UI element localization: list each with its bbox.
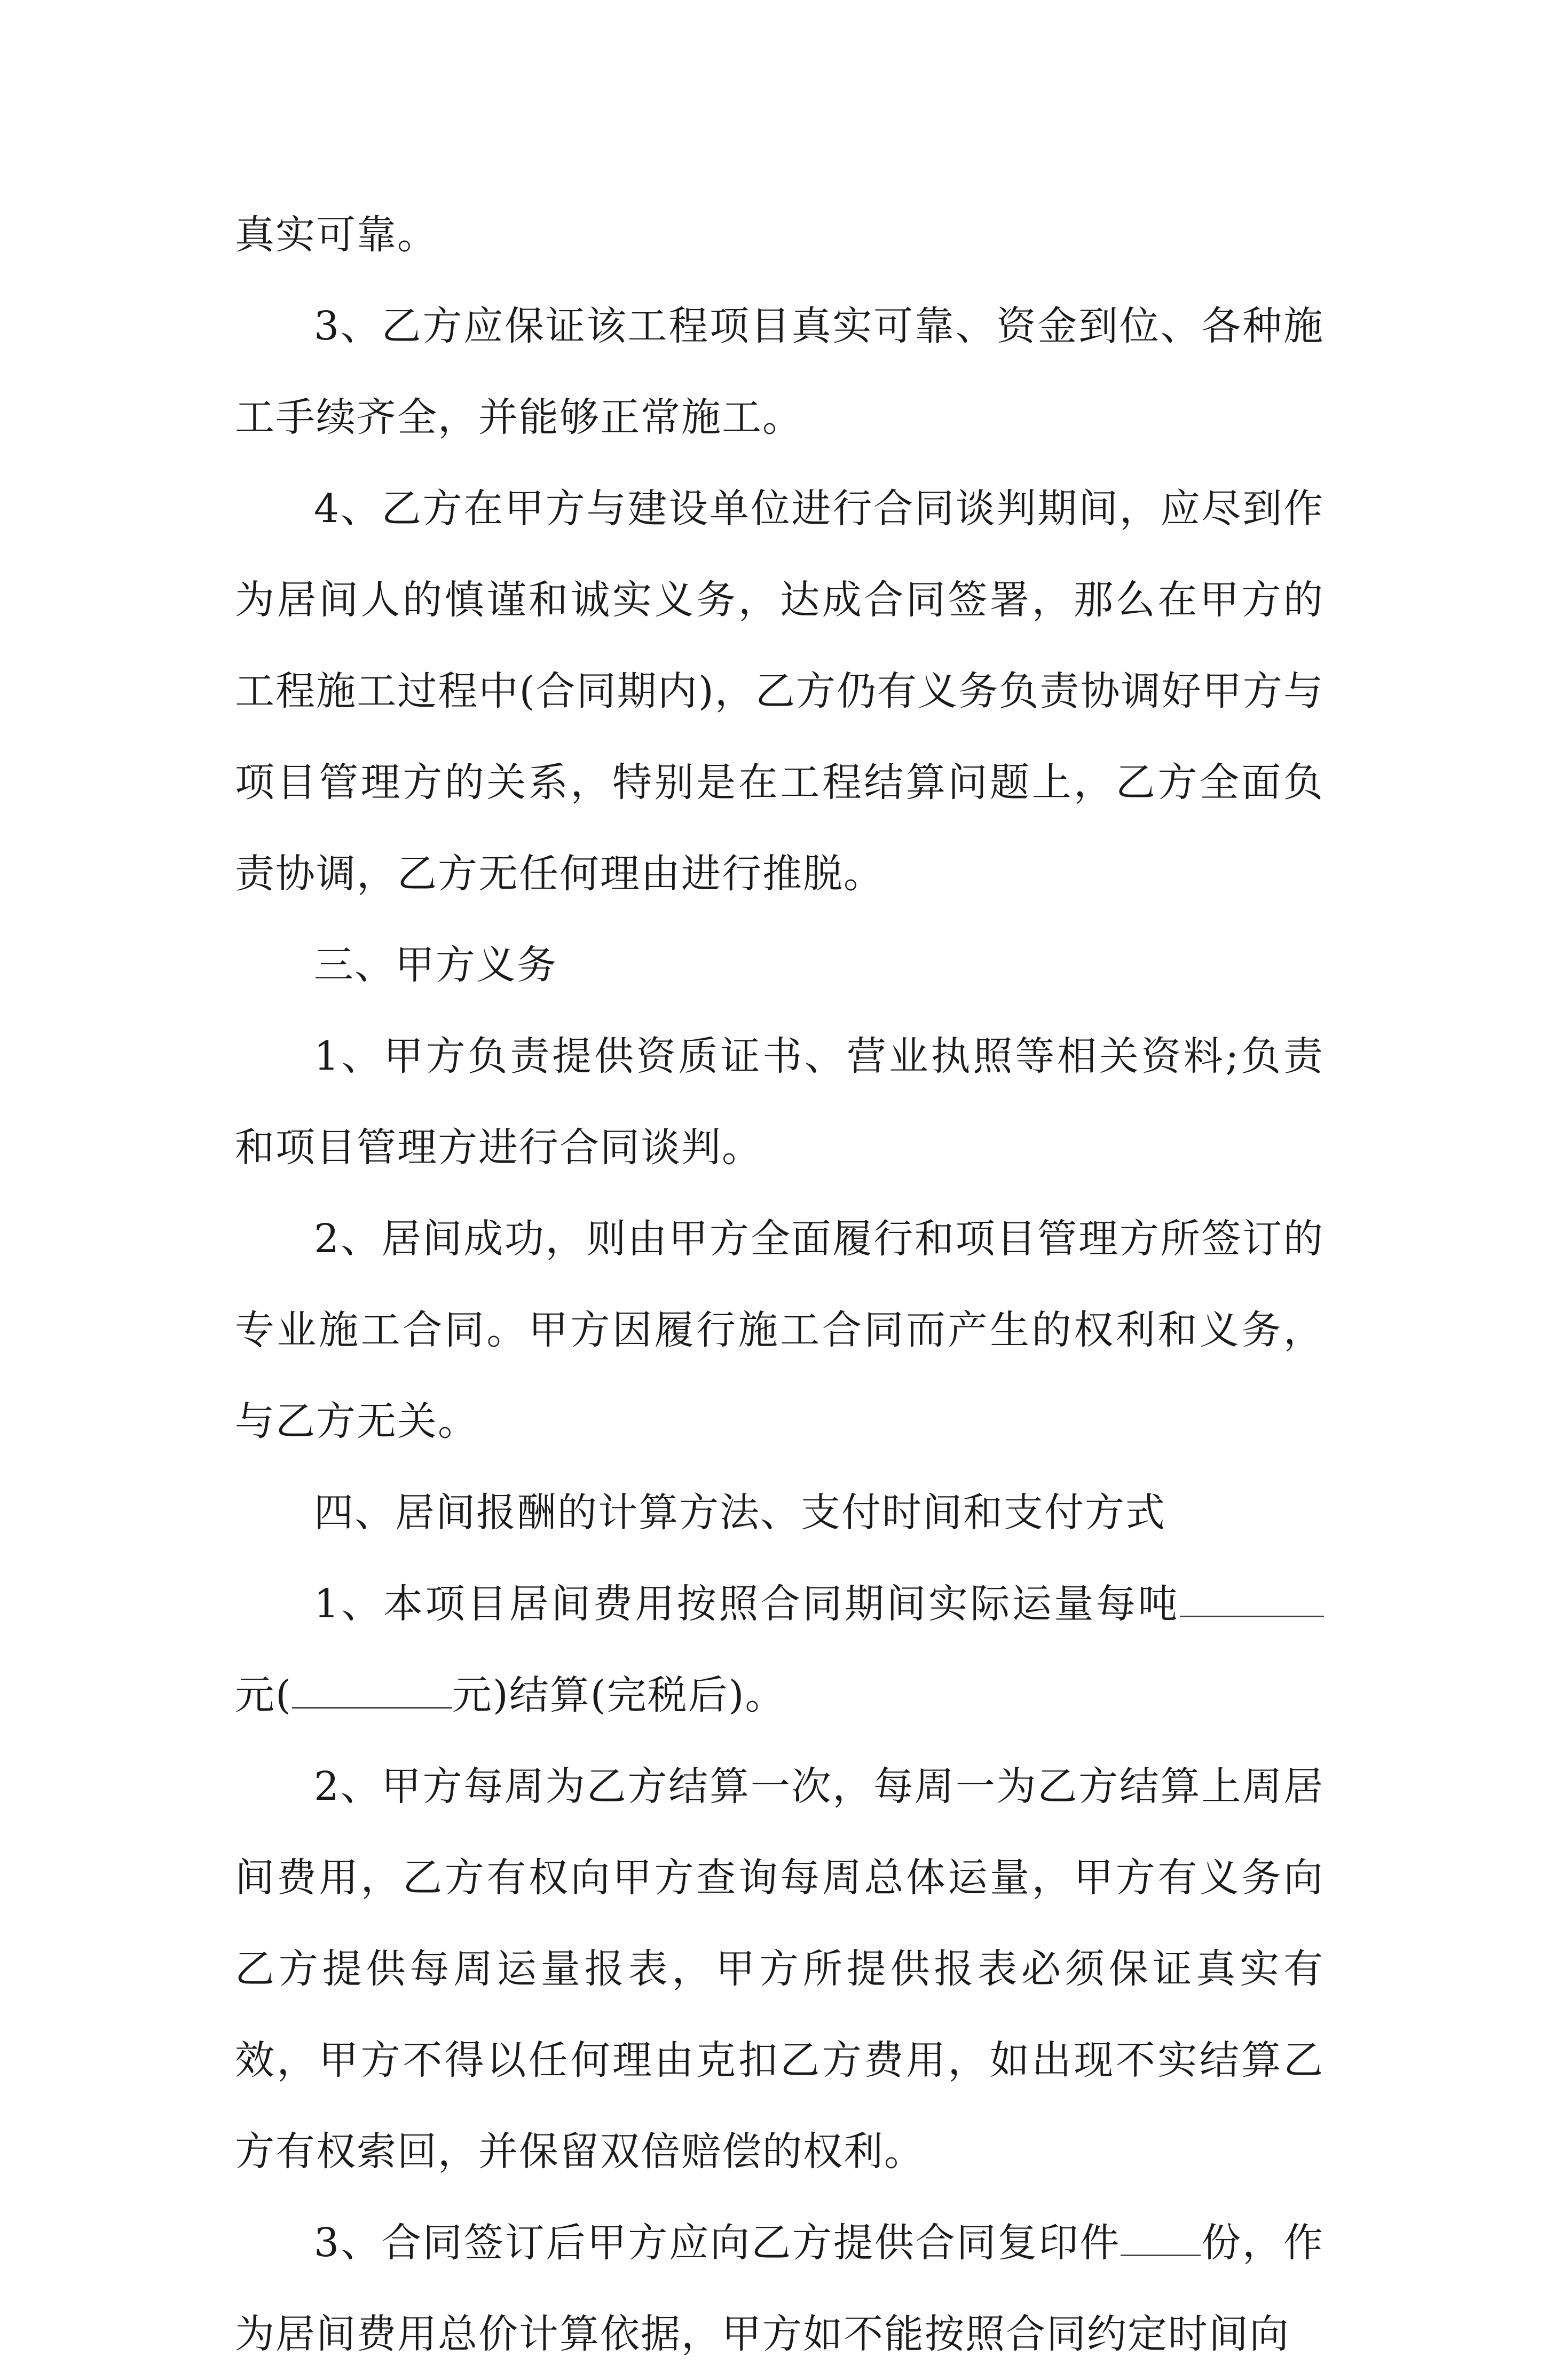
paragraph-text: 1、本项目居间费用按照合同期间实际运量每吨 (314, 1581, 1180, 1627)
paragraph-text: 3、合同签订后甲方应向乙方提供合同复印件 (314, 2220, 1121, 2266)
paragraph-clause-4-2 (235, 1741, 1324, 2197)
paragraph-text: 2、居间成功，则由甲方全面履行和项目管理方所签订的专业施工合同。甲方因履行施工合同而产生的权利和义务，与乙方无关。 (235, 1216, 1324, 1444)
paragraph-text: 真实可靠。 (235, 212, 438, 258)
section-heading-party-a-obligations (235, 920, 1324, 1011)
section-heading-remuneration (235, 1467, 1324, 1559)
paragraph-continuation (235, 189, 1324, 281)
paragraph-text: 1、甲方负责提供资质证书、营业执照等相关资料;负责和项目管理方进行合同谈判。 (235, 1033, 1324, 1171)
fill-in-blank-price-per-ton (1180, 1576, 1324, 1617)
paragraph-clause-3-2 (235, 1193, 1324, 1467)
heading-text: 四、居间报酬的计算方法、支付时间和支付方式 (314, 1490, 1166, 1536)
paragraph-clause-4-1 (235, 1559, 1324, 1741)
paragraph-text: 3、乙方应保证该工程项目真实可靠、资金到位、各种施工手续齐全，并能够正常施工。 (235, 303, 1324, 440)
paragraph-clause-2-4 (235, 463, 1324, 920)
paragraph-text: 4、乙方在甲方与建设单位进行合同谈判期间，应尽到作为居间人的慎谨和诚实义务，达成合同签署，那么在甲方的工程施工过程中(合同期内)，乙方仍有义务负责协调好甲方与项目管理方的关系，特别是在工程结算问题上，乙方全面负责协调，乙方无任何理由进行推脱。 (235, 486, 1324, 897)
fill-in-blank-price-uppercase (292, 1667, 452, 1709)
heading-text: 三、甲方义务 (314, 942, 557, 988)
paragraph-text: 份，作为居间费用总价计算依据，甲方如不能按照合同约定时间向 (235, 2220, 1324, 2357)
paragraph-text: 2、甲方每周为乙方结算一次，每周一为乙方结算上周居间费用，乙方有权向甲方查询每周总体运量，甲方有义务向乙方提供每周运量报表，甲方所提供报表必须保证真实有效，甲方不得以任何理由克扣乙方费用，如出现不实结算乙方有权索回，并保留双倍赔偿的权利。 (235, 1764, 1324, 2175)
paragraph-clause-4-3 (235, 2197, 1324, 2380)
paragraph-text: 元)结算(完税后)。 (452, 1672, 786, 1718)
paragraph-text: 元( (235, 1672, 292, 1718)
paragraph-clause-2-3 (235, 281, 1324, 463)
fill-in-blank-copy-count (1121, 2215, 1201, 2256)
paragraph-clause-3-1 (235, 1011, 1324, 1193)
contract-text (235, 189, 1324, 2380)
